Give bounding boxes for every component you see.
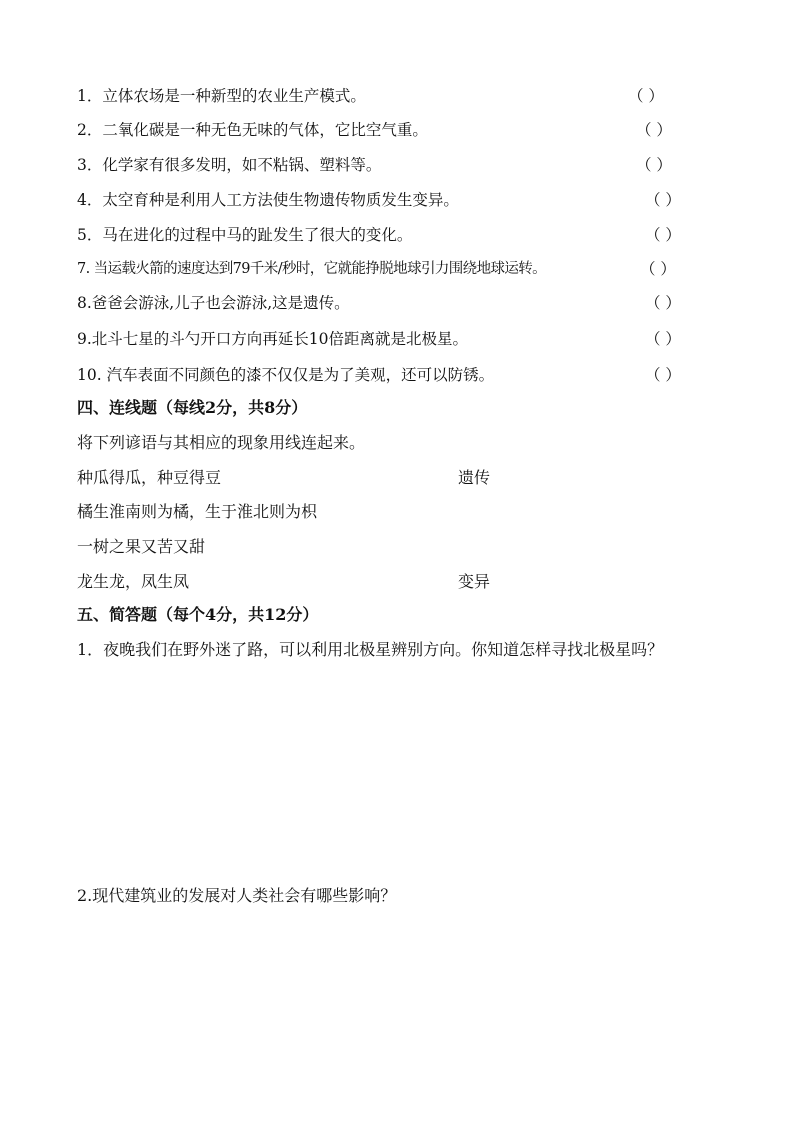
judgment-item-8: 8.爸爸会游泳,儿子也会游泳,这是遗传。 xyxy=(77,294,350,312)
judgment-answer-1[interactable]: （ ） xyxy=(628,87,664,105)
proverb-1[interactable]: 种瓜得瓜，种豆得豆 xyxy=(77,468,222,487)
judgment-answer-10[interactable]: （ ） xyxy=(645,366,681,384)
proverb-4[interactable]: 龙生龙，凤生凤 xyxy=(77,572,190,591)
judgment-item-1: 1．立体农场是一种新型的农业生产模式。 xyxy=(77,87,366,105)
proverb-2[interactable]: 橘生淮南则为橘，生于淮北则为枳 xyxy=(77,502,318,521)
match-target-variation[interactable]: 变异 xyxy=(458,572,491,591)
proverb-3[interactable]: 一树之果又苦又甜 xyxy=(77,537,206,556)
judgment-answer-2[interactable]: （ ） xyxy=(636,121,672,139)
judgment-item-4: 4．太空育种是利用人工方法使生物遗传物质发生变异。 xyxy=(77,191,459,209)
short-answer-question-1: 1．夜晚我们在野外迷了路，可以利用北极星辨别方向。你知道怎样寻找北极星吗？ xyxy=(77,640,664,659)
judgment-item-10: 10. 汽车表面不同颜色的漆不仅仅是为了美观，还可以防锈。 xyxy=(77,366,495,384)
judgment-answer-7[interactable]: （ ） xyxy=(640,260,676,278)
match-target-heredity[interactable]: 遗传 xyxy=(458,468,491,487)
judgment-item-2: 2．二氧化碳是一种无色无味的气体，它比空气重。 xyxy=(77,121,428,139)
section5-heading: 五、简答题（每个4分，共12分） xyxy=(77,605,319,624)
judgment-item-3: 3．化学家有很多发明，如不粘锅、塑料等。 xyxy=(77,156,382,174)
short-answer-question-2: 2.现代建筑业的发展对人类社会有哪些影响？ xyxy=(77,886,397,905)
judgment-item-9: 9.北斗七星的斗勺开口方向再延长10倍距离就是北极星。 xyxy=(77,330,469,348)
section4-instruction: 将下列谚语与其相应的现象用线连起来。 xyxy=(77,433,366,452)
judgment-answer-3[interactable]: （ ） xyxy=(636,156,672,174)
judgment-answer-9[interactable]: （ ） xyxy=(645,330,681,348)
judgment-answer-5[interactable]: （ ） xyxy=(645,226,681,244)
judgment-item-7: 7. 当运载火箭的速度达到79千米/秒时，它就能挣脱地球引力围绕地球运转。 xyxy=(77,261,547,277)
section4-heading: 四、连线题（每线2分，共8分） xyxy=(77,398,308,417)
judgment-answer-4[interactable]: （ ） xyxy=(645,191,681,209)
judgment-item-5: 5．马在进化的过程中马的趾发生了很大的变化。 xyxy=(77,226,413,244)
judgment-answer-8[interactable]: （ ） xyxy=(645,294,681,312)
